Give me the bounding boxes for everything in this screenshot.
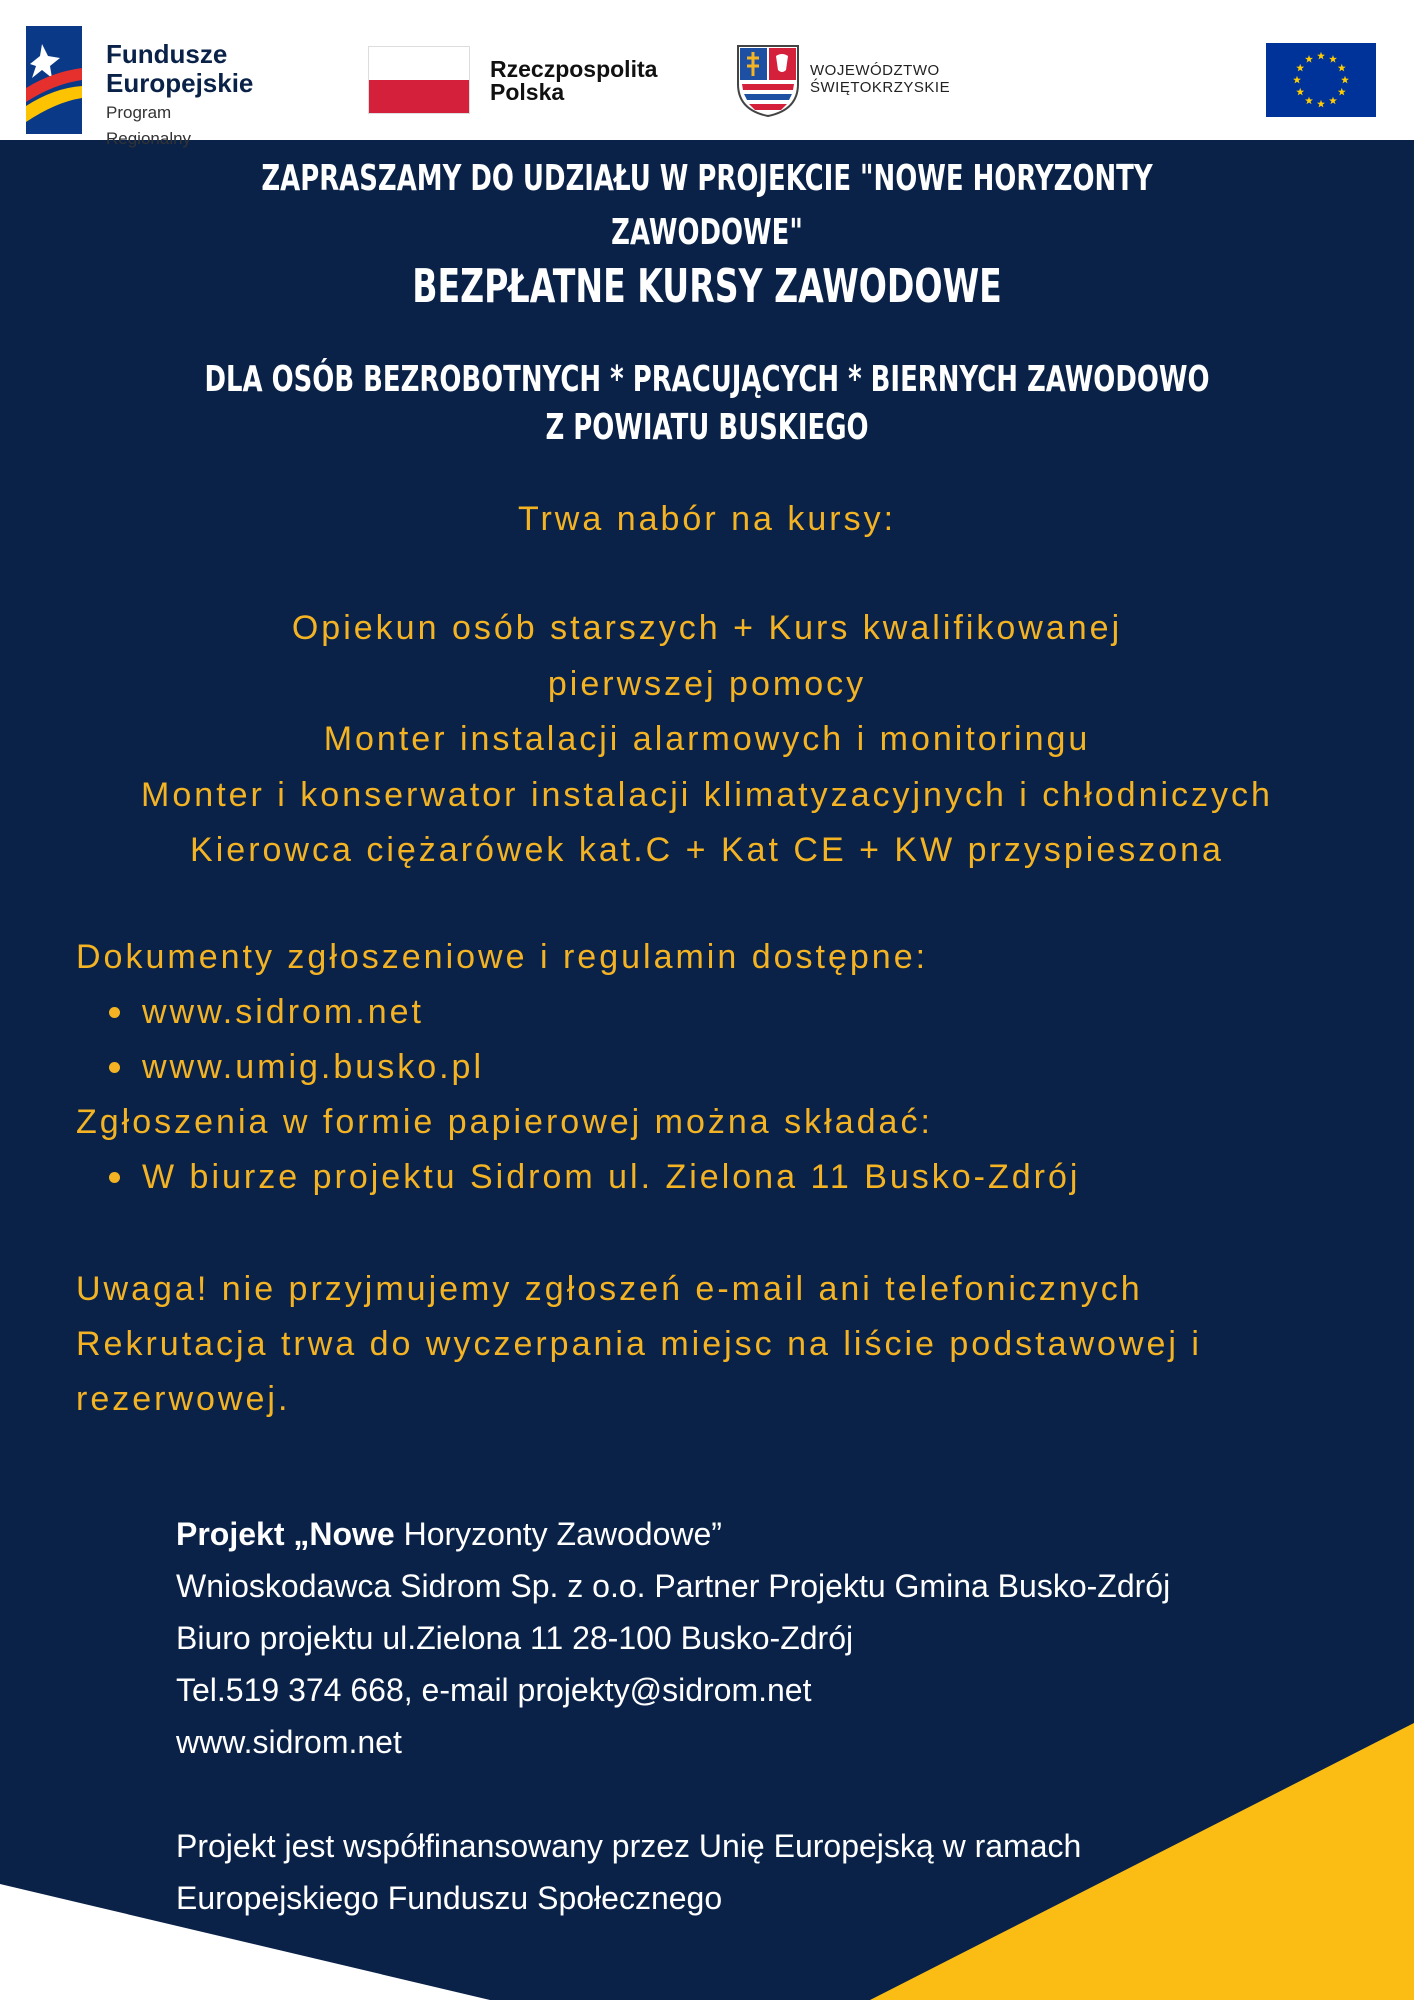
notice-section [76,1262,1366,1427]
target-group-line2: Z POWIATU BUSKIEGO [545,407,869,448]
course-item [0,823,1414,879]
fundusze-line1: Fundusze [106,39,228,69]
fundusze-europejskie-icon [26,26,82,134]
target-group-line1: DLA OSÓB BEZROBOTNYCH * PRACUJĄCYCH * BIERNYCH ZAWODOWO [204,359,1210,400]
rzeczpospolita-line1: Rzeczpospolita [490,56,658,82]
spacer [176,1768,1326,1820]
course-item-line1: Opiekun osób starszych + Kurs kwalifikowanej [291,609,1123,647]
fundusze-line2: Europejskie [106,68,254,98]
course-item-line1: Monter i konserwator instalacji klimatyzacyjnych i chłodniczych [141,775,1273,814]
paper-submission-list [76,1150,1366,1205]
poland-flag-icon [368,46,470,114]
target-group-heading [198,356,1216,452]
course-item [0,768,1414,824]
notice-line3: rezerwowej. [76,1380,291,1418]
course-item-line1: Monter instalacji alarmowych i monitoringu [323,720,1091,758]
free-courses-heading: BEZPŁATNE KURSY ZAWODOWE [412,259,1002,313]
course-item-line1: Kierowca ciężarówek kat.C + Kat CE + KW przyspieszona [190,831,1224,869]
project-contact[interactable]: Tel.519 374 668, e-mail projekty@sidrom.net [176,1672,812,1708]
project-name [176,1508,1326,1560]
course-item [0,712,1414,768]
paper-submission-heading: Zgłoszenia w formie papierowej można składać: [76,1103,933,1141]
funding-line1: Projekt jest współfinansowany przez Unię Europejską w ramach [176,1828,1082,1864]
documents-section [76,930,1366,1205]
project-applicant: Wnioskodawca Sidrom Sp. z o.o. Partner Projektu Gmina Busko-Zdrój [176,1568,1171,1604]
project-office-address: Biuro projektu ul.Zielona 11 28-100 Busko-Zdrój [176,1620,854,1656]
wojewodztwo-line2: ŚWIĘTOKRZYSKIE [810,79,951,96]
invite-heading: ZAPRASZAMY DO UDZIAŁU W PROJEKCIE "NOWE HORYZONTY ZAWODOWE" [261,158,1153,253]
project-name-rest: Horyzonty Zawodowe” [394,1516,722,1552]
funding-line2: Europejskiego Funduszu Społecznego [176,1880,723,1916]
notice-line1: Uwaga! nie przyjmujemy zgłoszeń e-mail ani telefonicznych [76,1270,1143,1308]
paper-submission-item: W biurze projektu Sidrom ul. Zielona 11 Busko-Zdrój [142,1150,1366,1205]
project-info-section [176,1508,1326,1924]
rzeczpospolita-line2: Polska [490,79,565,105]
course-item [0,601,1414,712]
course-item-line2: pierwszej pomocy [547,664,867,703]
swietokrzyskie-crest-icon [736,44,800,118]
notice-line2: Rekrutacja trwa do wyczerpania miejsc na liście podstawowej i [76,1325,1202,1363]
logo-bar [0,0,1414,148]
documents-link-list [76,985,1366,1095]
project-website-link[interactable]: www.sidrom.net [176,1724,402,1760]
course-list [0,601,1414,879]
documents-link-umig[interactable]: www.umig.busko.pl [142,1040,1366,1095]
fundusze-line3: Program Regionalny [106,103,192,148]
eu-flag-icon [1266,43,1376,117]
documents-link-sidrom[interactable]: www.sidrom.net [142,985,1366,1040]
documents-heading: Dokumenty zgłoszeniowe i regulamin dostępne: [76,938,929,976]
project-name-bold: Projekt „Nowe [176,1516,395,1552]
recruitment-title: Trwa nabór na kursy: [517,500,897,538]
wojewodztwo-line1: WOJEWÓDZTWO [810,62,940,79]
